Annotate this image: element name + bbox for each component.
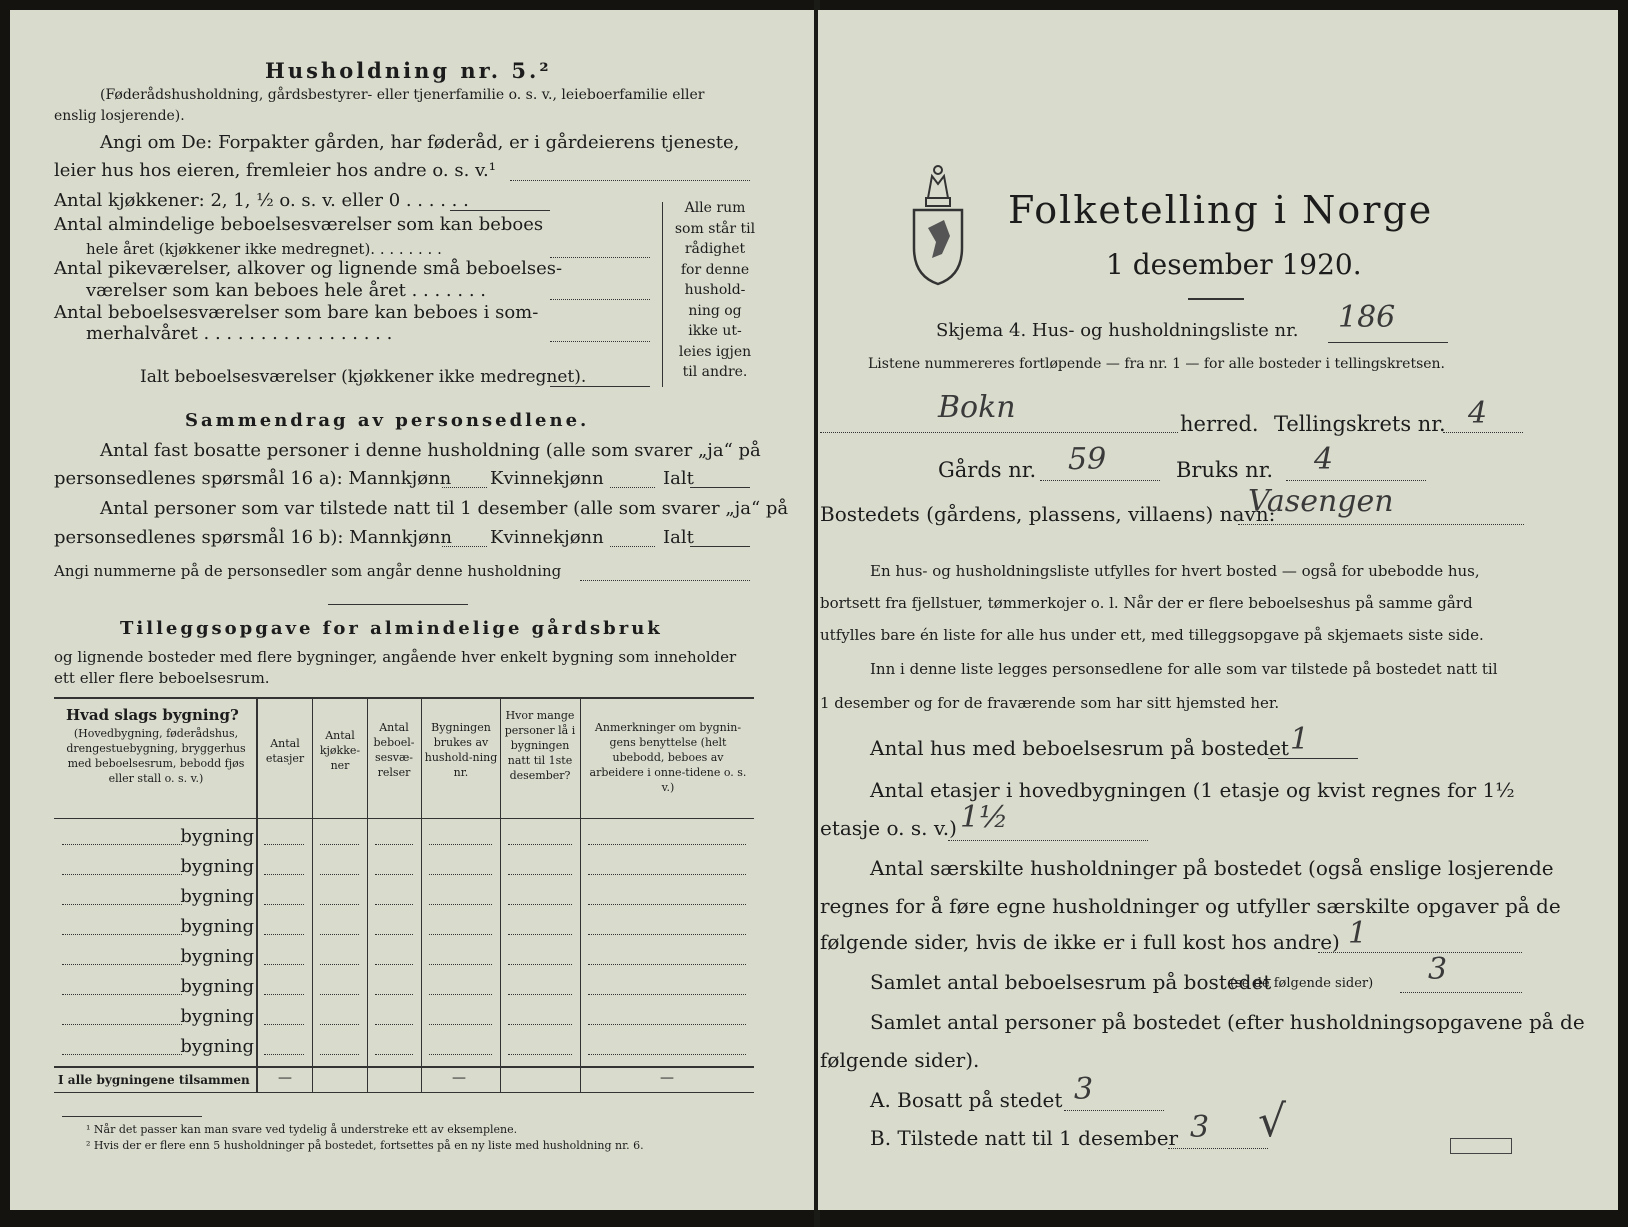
ordinary-answer-line xyxy=(550,257,650,258)
rooms-small-2: værelser som kan beboes hele året . . . . . . . xyxy=(86,280,486,301)
building-row-cell xyxy=(588,934,746,935)
schema-label: Skjema 4. Hus- og husholdningsliste nr. xyxy=(936,320,1299,341)
table-body-border xyxy=(54,1066,754,1068)
building-row-cell xyxy=(264,994,304,995)
building-row-cell xyxy=(264,1024,304,1025)
total-dash: — xyxy=(452,1070,466,1086)
gards-label: Gårds nr. xyxy=(938,458,1037,482)
building-row-cell xyxy=(429,964,492,965)
footnote-1: ¹ Når det passer kan man svare ved tydelig å understreke ett av eksemplene. xyxy=(86,1123,518,1136)
para1-line-3: utfylles bare én liste for alle hus under ett, med tilleggsopgave på skjemaets siste side. xyxy=(820,626,1484,644)
building-row-cell xyxy=(429,934,492,935)
para1-line-2: bortsett fra fjellstuer, tømmerkojer o. l. Når der er flere beboelseshus på samme gård xyxy=(820,594,1473,612)
building-row-line xyxy=(62,844,182,845)
numbering-note: Listene nummereres fortløpende — fra nr. 1 — for alle bosteder i tellingskretsen. xyxy=(868,356,1446,372)
header-building-desc: (Hovedbygning, føderådshus, drengestuebygning, bryggerhus med beboelsesrum, bebodd fjøs eller stall o. s. v.) xyxy=(66,727,246,785)
building-row-cell xyxy=(588,904,746,905)
divider xyxy=(328,604,468,605)
side-note-line: for denne xyxy=(680,261,750,278)
side-note-line: ikke ut- xyxy=(688,323,742,339)
printer-stamp xyxy=(1450,1138,1512,1154)
footnote-divider xyxy=(62,1116,202,1117)
right-page xyxy=(818,10,1618,1210)
female-answer-line xyxy=(610,487,655,488)
household-title: Husholdning nr. 5.² xyxy=(265,58,552,83)
side-note-line: som står til xyxy=(674,220,756,237)
rooms-summer-2: merhalvåret . . . . . . . . . . . . . . . . . xyxy=(86,323,393,344)
building-row-cell xyxy=(375,1024,413,1025)
building-row-cell xyxy=(375,994,413,995)
bosted-value: Vasengen xyxy=(1248,484,1394,519)
building-row-cell xyxy=(508,964,572,965)
side-note-line: leies igjen xyxy=(678,343,752,360)
krets-value: 4 xyxy=(1468,396,1488,431)
side-note-line: hushold- xyxy=(684,282,746,298)
hh-answer-line xyxy=(1318,952,1522,953)
building-row-cell xyxy=(375,934,413,935)
present-label: B. Tilstede natt til 1 desember xyxy=(870,1126,1179,1150)
floors-value: 1½ xyxy=(960,800,1009,835)
supplement-line-1: og lignende bosteder med flere bygninger, angående hver enkelt bygning som inneholder xyxy=(54,648,737,666)
table-header-border xyxy=(54,818,754,819)
schema-number: 186 xyxy=(1338,300,1396,335)
summary-line-4: personsedlenes spørsmål 16 b): Mannkjønn xyxy=(54,527,453,548)
bruks-value: 4 xyxy=(1314,442,1334,477)
supplement-title: Tilleggsopgave for almindelige gårdsbruk xyxy=(120,618,663,639)
building-row-cell xyxy=(320,904,359,905)
building-row-cell xyxy=(320,964,359,965)
present-answer-line xyxy=(1168,1148,1268,1149)
total-answer-line xyxy=(550,386,650,387)
rooms-kitchens: Antal kjøkkener: 2, 1, ½ o. s. v. eller 0 . . . . . . xyxy=(54,190,469,211)
table-col-border xyxy=(500,697,501,1092)
bosted-answer-line xyxy=(1238,524,1524,525)
title-divider xyxy=(1188,298,1244,300)
hh-value: 1 xyxy=(1348,916,1368,951)
building-row-cell xyxy=(264,1054,304,1055)
building-row-cell xyxy=(429,874,492,875)
krets-answer-line xyxy=(1443,432,1523,433)
summary-title: Sammendrag av personsedlene. xyxy=(185,410,590,431)
side-note-line: Alle rum xyxy=(684,200,746,216)
building-row-cell xyxy=(508,1024,572,1025)
bosted-label: Bostedets (gårdens, plassens, villaens) navn: xyxy=(820,502,1276,526)
building-row-cell xyxy=(588,1024,746,1025)
building-row-cell xyxy=(264,964,304,965)
building-row-cell xyxy=(508,1054,572,1055)
summary-numbers: Angi nummerne på de personsedler som angår denne husholdning xyxy=(54,562,562,580)
building-row-cell xyxy=(508,934,572,935)
rooms-label: Samlet antal beboelsesrum på bostedet xyxy=(870,970,1272,994)
building-row-cell xyxy=(375,964,413,965)
header-remarks: Anmerkninger om bygnin-gens benyttelse (helt ubebodd, beboes av arbeidere i onne-tidene o. s. v.) xyxy=(589,721,747,794)
ask-line-2: leier hus hos eieren, fremleier hos andre o. s. v.¹ xyxy=(54,160,496,181)
para2-line-1: Inn i denne liste legges personsedlene for alle som var tilstede på bostedet natt til xyxy=(870,660,1498,678)
table-col-border xyxy=(421,697,422,1092)
houses-label: Antal hus med beboelsesrum på bostedet xyxy=(870,736,1289,760)
building-row-cell xyxy=(429,1024,492,1025)
summary-line-2: personsedlenes spørsmål 16 a): Mannkjønn xyxy=(54,468,452,489)
building-row-line xyxy=(62,904,182,905)
building-row-cell xyxy=(264,874,304,875)
building-row-cell xyxy=(320,934,359,935)
building-row-cell xyxy=(508,994,572,995)
persons-line-1: Samlet antal personer på bostedet (efter husholdningsopgavene på de xyxy=(870,1010,1585,1034)
bruks-label: Bruks nr. xyxy=(1176,458,1274,482)
rooms-summer: Antal beboelsesværelser som bare kan beboes i som- xyxy=(54,302,539,323)
check-mark: √ xyxy=(1258,1096,1287,1147)
building-row-cell xyxy=(264,934,304,935)
building-row-line xyxy=(62,874,182,875)
summer-answer-line xyxy=(550,341,650,342)
side-bracket xyxy=(662,202,663,387)
bruks-answer-line xyxy=(1286,480,1426,481)
female-answer-line xyxy=(610,546,655,547)
houses-value: 1 xyxy=(1290,722,1310,757)
para1-line-1: En hus- og husholdningsliste utfylles for hvert bosted — også for ubebodde hus, xyxy=(870,562,1480,580)
present-value: 3 xyxy=(1190,1110,1210,1145)
summary-total: Ialt xyxy=(663,527,694,548)
building-row-label: bygning xyxy=(180,976,254,997)
building-row-cell xyxy=(320,994,359,995)
left-page xyxy=(10,10,816,1210)
ask-line-1: Angi om De: Forpakter gården, har føderåd, er i gårdeierens tjeneste, xyxy=(100,132,740,153)
table-bottom-border xyxy=(54,1092,754,1093)
small-answer-line xyxy=(550,299,650,300)
herred-answer-line xyxy=(820,432,1178,433)
rooms-note: (se de følgende sider) xyxy=(1230,976,1374,991)
total-answer-line xyxy=(690,546,750,547)
resident-answer-line xyxy=(1064,1110,1164,1111)
building-row-line xyxy=(62,1054,182,1055)
krets-label: Tellingskrets nr. xyxy=(1274,412,1446,436)
para2-line-2: 1 desember og for de fraværende som har sitt hjemsted her. xyxy=(820,694,1280,712)
building-row-cell xyxy=(320,844,359,845)
total-dash: — xyxy=(660,1070,674,1086)
header-building-type: Hvad slags bygning? xyxy=(66,706,239,724)
floors-line-2: etasje o. s. v.) xyxy=(820,816,957,840)
male-answer-line xyxy=(442,487,487,488)
building-row-cell xyxy=(320,874,359,875)
building-row-cell xyxy=(429,844,492,845)
side-note-line: til andre. xyxy=(682,364,748,380)
building-row-label: bygning xyxy=(180,856,254,877)
household-subtitle-2: enslig losjerende). xyxy=(54,108,185,124)
header-floors: Antal etasjer xyxy=(265,737,305,765)
resident-value: 3 xyxy=(1074,1072,1094,1107)
summary-line-1: Antal fast bosatte personer i denne husholdning (alle som svarer „ja“ på xyxy=(100,440,761,461)
side-note xyxy=(670,198,760,383)
building-row-line xyxy=(62,964,182,965)
building-row-cell xyxy=(588,994,746,995)
summary-female: Kvinnekjønn xyxy=(490,468,604,489)
total-answer-line xyxy=(690,487,750,488)
building-row-label: bygning xyxy=(180,1006,254,1027)
kitchens-answer-line xyxy=(450,210,550,211)
herred-value: Bokn xyxy=(938,390,1016,425)
total-dash: — xyxy=(278,1070,292,1086)
rooms-ordinary: Antal almindelige beboelsesværelser som kan beboes xyxy=(54,214,544,235)
header-rooms: Antal beboel-sesvæ-relser xyxy=(373,721,415,779)
building-row-cell xyxy=(375,874,413,875)
building-row-label: bygning xyxy=(180,916,254,937)
building-row-cell xyxy=(375,904,413,905)
household-subtitle: (Føderådshusholdning, gårdsbestyrer- eller tjenerfamilie o. s. v., leieboerfamilie eller xyxy=(100,87,705,103)
summary-total: Ialt xyxy=(663,468,694,489)
ask-answer-line xyxy=(510,180,750,181)
building-row-line xyxy=(62,994,182,995)
building-row-label: bygning xyxy=(180,1036,254,1057)
building-row-cell xyxy=(264,904,304,905)
building-row-cell xyxy=(588,964,746,965)
numbers-answer-line xyxy=(580,580,750,581)
building-row-cell xyxy=(508,844,572,845)
header-kitchens: Antal kjøkke-ner xyxy=(319,729,361,772)
building-row-cell xyxy=(320,1024,359,1025)
side-note-line: ning og xyxy=(688,302,742,319)
schema-answer-line xyxy=(1328,342,1448,343)
census-date: 1 desember 1920. xyxy=(1106,248,1362,281)
table-col-border xyxy=(580,697,581,1092)
herred-label: herred. xyxy=(1180,412,1259,436)
persons-line-2: følgende sider). xyxy=(820,1048,980,1072)
building-row-cell xyxy=(508,874,572,875)
building-row-cell xyxy=(429,994,492,995)
building-row-label: bygning xyxy=(180,886,254,907)
summary-line-3: Antal personer som var tilstede natt til 1 desember (alle som svarer „ja“ på xyxy=(100,498,789,519)
rooms-ordinary-2: hele året (kjøkkener ikke medregnet). . . . . . . . xyxy=(86,240,442,258)
table-col-border xyxy=(256,697,258,1092)
table-top-border xyxy=(54,697,754,699)
hh-line-3: følgende sider, hvis de ikke er i full kost hos andre) xyxy=(820,930,1340,954)
building-row-line xyxy=(62,1024,182,1025)
census-title: Folketelling i Norge xyxy=(1008,188,1434,232)
header-persons: Hvor mange personer lå i bygningen natt til 1ste desember? xyxy=(504,709,576,782)
table-col-border xyxy=(312,697,313,1092)
rooms-answer-line xyxy=(1400,992,1522,993)
table-col-border xyxy=(367,697,368,1092)
houses-answer-line xyxy=(1268,758,1358,759)
summary-female: Kvinnekjønn xyxy=(490,527,604,548)
header-used-by: Bygningen brukes av hushold-ning nr. xyxy=(424,721,498,779)
building-row-cell xyxy=(429,1054,492,1055)
building-row-cell xyxy=(588,874,746,875)
building-row-label: bygning xyxy=(180,826,254,847)
rooms-value: 3 xyxy=(1428,952,1448,987)
supplement-line-2: ett eller flere beboelsesrum. xyxy=(54,669,270,687)
hh-line-2: regnes for å føre egne husholdninger og utfyller særskilte opgaver på de xyxy=(820,894,1561,918)
floors-line-1: Antal etasjer i hovedbygningen (1 etasje og kvist regnes for 1½ xyxy=(870,778,1515,802)
building-row-line xyxy=(62,934,182,935)
footnote-2: ² Hvis der er flere enn 5 husholdninger på bostedet, fortsettes på en ny liste med husholdning nr. 6. xyxy=(86,1139,644,1152)
building-row-label: bygning xyxy=(180,946,254,967)
building-row-cell xyxy=(264,844,304,845)
building-row-cell xyxy=(588,1054,746,1055)
building-row-cell xyxy=(375,1054,413,1055)
building-row-cell xyxy=(588,844,746,845)
male-answer-line xyxy=(442,546,487,547)
building-row-cell xyxy=(429,904,492,905)
total-label: I alle bygningene tilsammen xyxy=(58,1073,250,1087)
rooms-total: Ialt beboelsesværelser (kjøkkener ikke medregnet). xyxy=(140,367,587,387)
coat-of-arms-icon xyxy=(906,158,970,288)
gards-answer-line xyxy=(1040,480,1160,481)
hh-line-1: Antal særskilte husholdninger på bostedet (også enslige losjerende xyxy=(870,856,1554,880)
resident-label: A. Bosatt på stedet xyxy=(870,1088,1063,1112)
floors-answer-line xyxy=(948,840,1148,841)
building-row-cell xyxy=(320,1054,359,1055)
building-row-cell xyxy=(375,844,413,845)
gards-value: 59 xyxy=(1068,442,1107,477)
rooms-small: Antal pikeværelser, alkover og lignende små beboelses- xyxy=(54,258,563,279)
building-row-cell xyxy=(508,904,572,905)
side-note-line: rådighet xyxy=(684,241,746,257)
